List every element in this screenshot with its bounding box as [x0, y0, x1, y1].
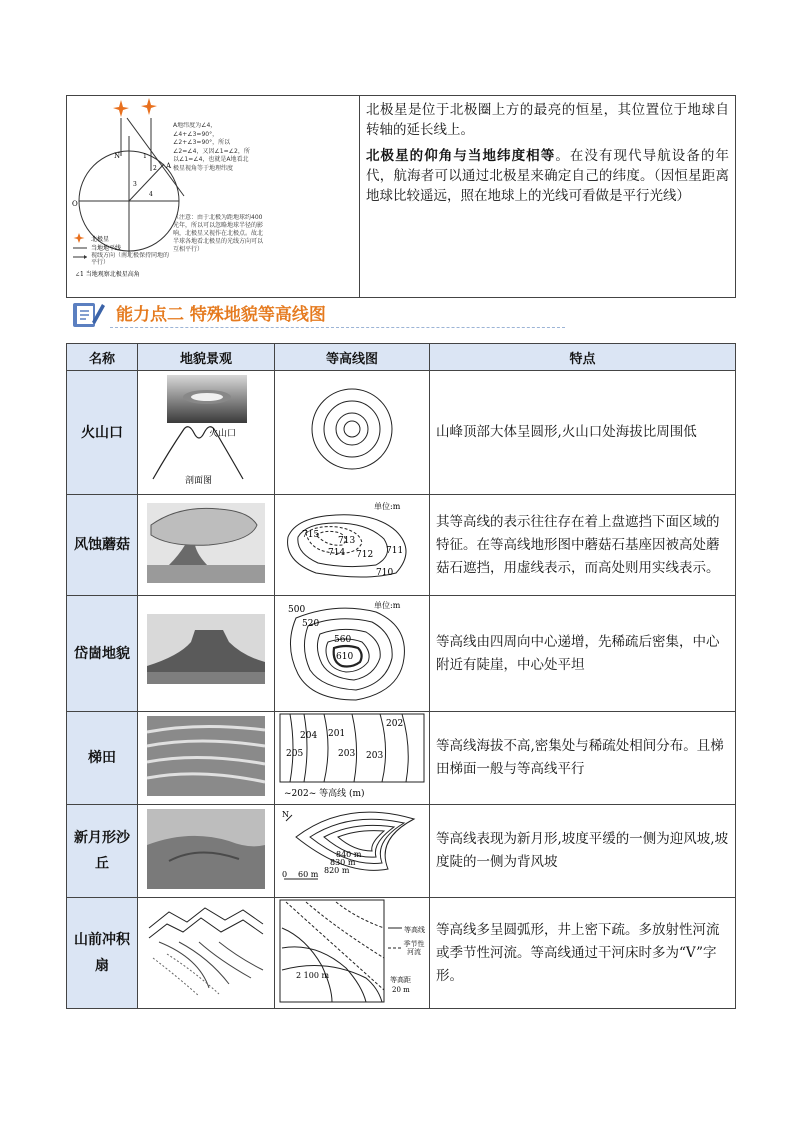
legend-star-icon [74, 233, 85, 243]
crater-label: 火山口 [209, 429, 237, 439]
diagram-angle-1: 1 [143, 153, 147, 160]
unit-label: 单位:m [374, 601, 401, 610]
crescent-dune-contour-map [276, 805, 428, 893]
unit-label: 单位:m [374, 502, 401, 511]
contour-label: 820 m [324, 866, 350, 875]
terrace-photo [139, 712, 273, 800]
contour-label: 2 100 m [296, 971, 330, 980]
feature-cell: 山峰顶部大体呈圆形,火山口处海拔比周围低 [430, 371, 736, 495]
row-name: 新月形沙丘 [67, 805, 138, 898]
section-header [66, 298, 571, 332]
feature-cell: 其等高线的表示往往存在着上盘遮挡下面区域的特征。在等高线地形图中蘑菇石基座因被高处蘑菇石遮挡，用虚线表示，而高处则用实线表示。 [430, 495, 736, 596]
contour-cell [275, 712, 430, 805]
polaris-text-cell [360, 96, 736, 298]
alluvial-fan-contour-map [276, 898, 428, 1004]
header-landscape: 地貌景观 [138, 344, 275, 371]
daigu-contour-map [276, 596, 428, 707]
volcano-crater-photo [139, 371, 273, 490]
volcano-contour-map [276, 371, 428, 490]
diagram-angle-2: 2 [153, 165, 157, 172]
diagram-note: A地纬度为∠4，∠4+∠3=90°，∠2+∠3=90°，所以∠2=∠4，又因∠1=∠2，所以∠1=∠4，也就是A地看北极星视角等于地理纬度 [173, 122, 250, 172]
landscape-cell [138, 712, 275, 805]
landscape-cell [138, 371, 275, 495]
feature-cell: 等高线多呈圆弧形，井上密下疏。多放射性河流或季节性河流。等高线通过干河床时多为“V”字形。 [430, 898, 736, 1009]
polaris-paragraph-1: 北极星是位于北极圈上方的最亮的恒星，其位置位于地球自转轴的延长线上。 [366, 102, 729, 138]
scale-end: 60 m [298, 870, 319, 879]
contour-label: 840 m [336, 850, 362, 859]
diagram-remark: （注意：由于北极为距地球约400光年，所以可以忽略地球半径的影响，北极星又视作在北极点。故北半球各地看北极星的光线方向可以互相平行） [173, 214, 264, 253]
polaris-paragraph-2 [366, 146, 729, 206]
contour-label: 205 [286, 749, 304, 759]
contour-label: 560 [334, 635, 352, 645]
landscape-cell [138, 596, 275, 712]
legend-river: 季节性河流 [403, 940, 425, 956]
feature-cell: 等高线表现为新月形,坡度平缓的一侧为迎风坡,坡度陡的一侧为背风坡 [430, 805, 736, 898]
legend-contour: 等高线 [404, 926, 425, 934]
top-table [66, 95, 736, 298]
contour-cell [275, 495, 430, 596]
landscape-cell [138, 805, 275, 898]
contour-cell [275, 596, 430, 712]
polaris-key-point: 北极星的仰角与当地纬度相等 [366, 148, 556, 164]
diagram-angle-3: 3 [133, 181, 137, 188]
legend-horizon-label: 当地地平线 [91, 245, 122, 252]
table-row [67, 898, 736, 1009]
legend-interval: 等高距 [390, 976, 411, 984]
table-row [67, 371, 736, 495]
legend-interval-value: 20 m [392, 986, 410, 994]
alluvial-fan-sketch [139, 898, 273, 1004]
crescent-dune-photo [139, 805, 273, 893]
mushroom-contour-map [276, 495, 428, 591]
row-name: 梯田 [67, 712, 138, 805]
diagram-point-a: A [166, 162, 172, 170]
contour-label: 203 [366, 751, 384, 761]
landscape-cell [138, 495, 275, 596]
contour-label: 610 [336, 652, 354, 662]
landscape-cell [138, 898, 275, 1009]
row-name: 火山口 [67, 371, 138, 495]
contour-label: 715 [302, 530, 320, 540]
polaris-latitude-diagram [67, 96, 359, 293]
contour-label: 711 [386, 546, 404, 556]
polaris-diagram-cell [67, 96, 360, 298]
feature-cell: 等高线由四周向中心递增，先稀疏后密集，中心附近有陡崖，中心处平坦 [430, 596, 736, 712]
contour-cell [275, 805, 430, 898]
section-divider [110, 327, 565, 328]
table-row [67, 495, 736, 596]
contour-label: 204 [300, 731, 318, 741]
daigu-photo [139, 596, 273, 707]
contour-label: 500 [288, 605, 306, 615]
landform-table [66, 343, 736, 1009]
table-row [67, 596, 736, 712]
scale-start: 0 [282, 870, 288, 879]
contour-label: 830 m [330, 858, 356, 867]
feature-cell: 等高线海拔不高,密集处与稀疏处相间分布。且梯田梯面一般与等高线平行 [430, 712, 736, 805]
profile-label: 剖面图 [185, 476, 213, 486]
diagram-angle-4: 4 [149, 191, 153, 198]
contour-cell [275, 898, 430, 1009]
row-name: 风蚀蘑菇 [67, 495, 138, 596]
polaris-paragraph-2-rest: 。在没有现代导航设备的年代，航海者可以通过北极星来确定自己的纬度。（因恒星距离地球比较遥远，照在地球上的光线可看做是平行光线） [366, 148, 729, 204]
header-contour: 等高线图 [275, 344, 430, 371]
mushroom-rock-photo [139, 495, 273, 591]
table-header-row [67, 344, 736, 371]
row-name: 岱崮地貌 [67, 596, 138, 712]
contour-label: 203 [338, 749, 356, 759]
diagram-point-n: N [114, 152, 121, 160]
north-label: N [282, 810, 289, 819]
contour-label: 712 [356, 550, 374, 560]
row-name: 山前冲积扇 [67, 898, 138, 1009]
legend-star-label: 北极星 [91, 236, 110, 243]
diagram-point-o: O [72, 200, 78, 208]
header-feature: 特点 [430, 344, 736, 371]
contour-cell [275, 371, 430, 495]
contour-label: 710 [376, 568, 394, 578]
legend-angle-label: ∠1 当地观察北极星高角 [75, 271, 140, 278]
notebook-pen-icon [70, 298, 106, 330]
header-name: 名称 [67, 344, 138, 371]
contour-label: 201 [328, 729, 346, 739]
terrace-contour-map [276, 712, 428, 800]
north-star-icon [113, 98, 157, 117]
contour-label: 713 [338, 536, 356, 546]
legend-sight-label: 视线方向（南北极保持同地的平行） [91, 252, 170, 266]
contour-label: 202 [386, 719, 404, 729]
contour-legend: ~202~ 等高线 (m) [284, 789, 365, 799]
table-row [67, 712, 736, 805]
section-title: 能力点二 特殊地貌等高线图 [116, 305, 326, 325]
contour-label: 520 [302, 619, 320, 629]
table-row [67, 805, 736, 898]
contour-label: 714 [328, 548, 346, 558]
